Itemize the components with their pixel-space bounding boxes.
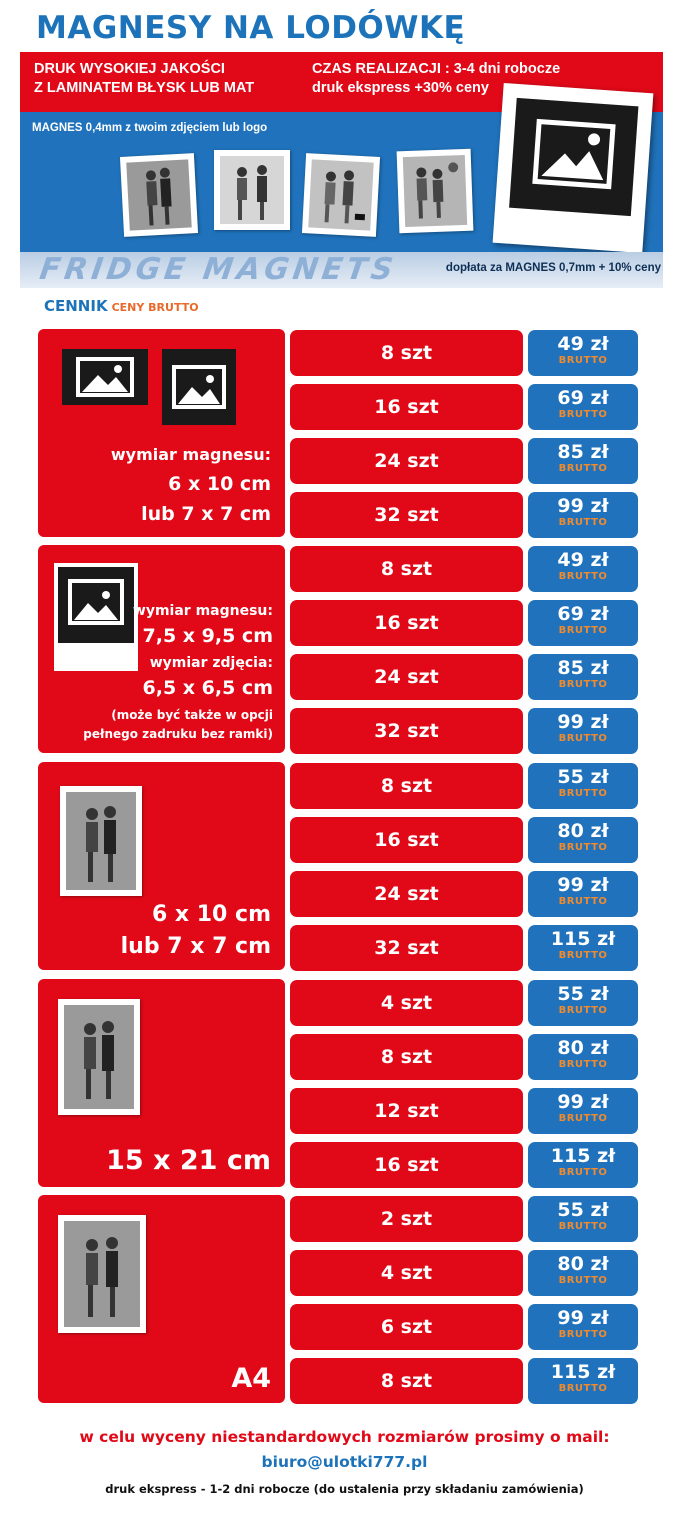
price-gross-label: BRUTTO <box>558 355 608 366</box>
quantity-cell: 16 szt <box>290 600 523 646</box>
price-value: 85 zł <box>557 657 609 679</box>
price-cell <box>528 980 638 1026</box>
price-cell <box>528 1142 638 1188</box>
price-gross-label: BRUTTO <box>558 1113 608 1124</box>
sample-photo-2 <box>214 150 290 230</box>
price-cell <box>528 384 638 430</box>
lead-time-line: CZAS REALIZACJI : 3-4 dni robocze <box>312 61 561 77</box>
image-placeholder-icon <box>58 567 134 643</box>
dimension-label: wymiar magnesu: <box>110 445 271 464</box>
quantity-cell: 2 szt <box>290 1196 523 1242</box>
image-placeholder-icon <box>509 98 638 216</box>
price-value: 99 zł <box>557 495 609 517</box>
quantity-cell: 16 szt <box>290 817 523 863</box>
fridge-magnets-slogan: FRIDGE MAGNETS <box>37 252 400 287</box>
price-value: 115 zł <box>550 928 616 950</box>
family-photo-card <box>58 1215 146 1333</box>
quantity-cell: 8 szt <box>290 546 523 592</box>
price-gross-label: BRUTTO <box>558 788 608 799</box>
quantity-cell: 32 szt <box>290 708 523 754</box>
quality-line-1: DRUK WYSOKIEJ JAKOŚCI <box>34 61 225 77</box>
image-icon-square <box>162 349 236 425</box>
price-cell <box>528 817 638 863</box>
price-cell <box>528 1034 638 1080</box>
price-value: 49 zł <box>557 333 609 355</box>
magnet-size-label: wymiar magnesu: <box>132 603 273 619</box>
family-illustration-icon <box>64 1221 140 1327</box>
price-value: 69 zł <box>557 387 609 409</box>
dimension-value: 6 x 10 cm <box>168 473 271 495</box>
quantity-cell: 8 szt <box>290 1034 523 1080</box>
price-cell <box>528 438 638 484</box>
quantity-cell: 24 szt <box>290 871 523 917</box>
price-cell <box>528 492 638 538</box>
price-value: 99 zł <box>557 1091 609 1113</box>
quantity-cell: 24 szt <box>290 438 523 484</box>
price-value: 49 zł <box>557 549 609 571</box>
quantity-cell: 8 szt <box>290 763 523 809</box>
price-cell <box>528 871 638 917</box>
price-value: 115 zł <box>550 1145 616 1167</box>
sample-photo-1 <box>120 153 198 237</box>
quantity-cell: 32 szt <box>290 492 523 538</box>
price-gross-label: BRUTTO <box>558 1329 608 1340</box>
product-panel-4 <box>38 979 285 1187</box>
price-cell <box>528 1250 638 1296</box>
image-placeholder-icon <box>62 349 148 405</box>
family-illustration-icon <box>126 159 191 230</box>
quantity-cell: 16 szt <box>290 384 523 430</box>
dimension-value-alt: lub 7 x 7 cm <box>120 934 271 959</box>
dimension-value: 6 x 10 cm <box>151 902 271 927</box>
price-value: 80 zł <box>557 1037 609 1059</box>
sample-photo-4 <box>397 149 474 234</box>
price-value: 55 zł <box>557 983 609 1005</box>
quantity-cell: 32 szt <box>290 925 523 971</box>
price-gross-label: BRUTTO <box>558 1383 608 1394</box>
dimension-value: A4 <box>231 1363 271 1394</box>
price-cell <box>528 546 638 592</box>
price-cell <box>528 925 638 971</box>
express-print-note: druk ekspress - 1-2 dni robocze (do ustalenia przy składaniu zamówienia) <box>105 1482 584 1496</box>
fullprint-note-1: (może być także w opcji <box>111 708 273 722</box>
magnet-size-value: 7,5 x 9,5 cm <box>142 625 273 647</box>
quantity-cell: 12 szt <box>290 1088 523 1134</box>
price-gross-label: BRUTTO <box>558 1275 608 1286</box>
thick-magnet-surcharge: dopłata za MAGNES 0,7mm + 10% ceny <box>445 262 661 274</box>
quantity-cell: 4 szt <box>290 980 523 1026</box>
page-title: MAGNESY NA LODÓWKĘ <box>36 10 466 46</box>
fullprint-note-2: pełnego zadruku bez ramki) <box>83 727 273 741</box>
contact-email-link[interactable]: biuro@ulotki777.pl <box>261 1453 428 1471</box>
family-illustration-icon <box>403 155 467 227</box>
photo-size-value: 6,5 x 6,5 cm <box>142 677 273 699</box>
price-gross-label: BRUTTO <box>558 950 608 961</box>
price-cell <box>528 708 638 754</box>
price-gross-label: BRUTTO <box>558 1059 608 1070</box>
express-line: druk ekspress +30% ceny <box>312 80 489 96</box>
product-panel-1 <box>38 329 285 537</box>
price-value: 115 zł <box>550 1361 616 1383</box>
family-illustration-icon <box>66 792 136 890</box>
family-illustration-icon <box>308 159 373 230</box>
price-gross-label: BRUTTO <box>558 842 608 853</box>
price-gross-label: BRUTTO <box>558 517 608 528</box>
family-photo-card <box>60 786 142 896</box>
image-placeholder-icon <box>162 349 236 425</box>
price-cell <box>528 330 638 376</box>
price-value: 80 zł <box>557 1253 609 1275</box>
price-value: 55 zł <box>557 766 609 788</box>
price-value: 99 zł <box>557 1307 609 1329</box>
price-list-sublabel: CENY BRUTTO <box>111 301 199 314</box>
price-gross-label: BRUTTO <box>558 409 608 420</box>
sample-photo-3 <box>302 153 380 237</box>
polaroid-magnet-image <box>493 83 654 253</box>
image-icon-wide <box>62 349 148 405</box>
price-gross-label: BRUTTO <box>558 571 608 582</box>
price-cell <box>528 1196 638 1242</box>
price-gross-label: BRUTTO <box>558 733 608 744</box>
price-cell <box>528 1304 638 1350</box>
quantity-cell: 8 szt <box>290 330 523 376</box>
quantity-cell: 16 szt <box>290 1142 523 1188</box>
dimension-value: 15 x 21 cm <box>106 1145 271 1176</box>
price-value: 55 zł <box>557 1199 609 1221</box>
quantity-cell: 24 szt <box>290 654 523 700</box>
quantity-cell: 4 szt <box>290 1250 523 1296</box>
price-list-heading <box>44 297 199 315</box>
price-value: 69 zł <box>557 603 609 625</box>
custom-size-note: w celu wyceny niestandardowych rozmiarów prosimy o mail: <box>79 1428 610 1446</box>
price-value: 99 zł <box>557 874 609 896</box>
price-cell <box>528 763 638 809</box>
quality-line-2: Z LAMINATEM BŁYSK LUB MAT <box>34 80 255 96</box>
family-illustration-icon <box>220 156 284 224</box>
price-gross-label: BRUTTO <box>558 463 608 474</box>
polaroid-icon <box>54 563 138 671</box>
price-gross-label: BRUTTO <box>558 896 608 907</box>
price-gross-label: BRUTTO <box>558 1221 608 1232</box>
quantity-cell: 8 szt <box>290 1358 523 1404</box>
product-panel-2 <box>38 545 285 753</box>
family-illustration-icon <box>64 1005 134 1109</box>
price-cell <box>528 1088 638 1134</box>
price-cell <box>528 600 638 646</box>
price-gross-label: BRUTTO <box>558 679 608 690</box>
price-cell <box>528 654 638 700</box>
price-gross-label: BRUTTO <box>558 625 608 636</box>
photo-size-label: wymiar zdjęcia: <box>149 655 273 671</box>
dimension-value-alt: lub 7 x 7 cm <box>141 503 271 525</box>
magnet-description: MAGNES 0,4mm z twoim zdjęciem lub logo <box>32 122 268 134</box>
price-gross-label: BRUTTO <box>558 1167 608 1178</box>
price-gross-label: BRUTTO <box>558 1005 608 1016</box>
product-panel-3 <box>38 762 285 970</box>
price-cell <box>528 1358 638 1404</box>
price-list-label: CENNIK <box>44 297 108 315</box>
product-panel-5 <box>38 1195 285 1403</box>
price-value: 85 zł <box>557 441 609 463</box>
price-value: 99 zł <box>557 711 609 733</box>
price-value: 80 zł <box>557 820 609 842</box>
quantity-cell: 6 szt <box>290 1304 523 1350</box>
family-photo-card <box>58 999 140 1115</box>
